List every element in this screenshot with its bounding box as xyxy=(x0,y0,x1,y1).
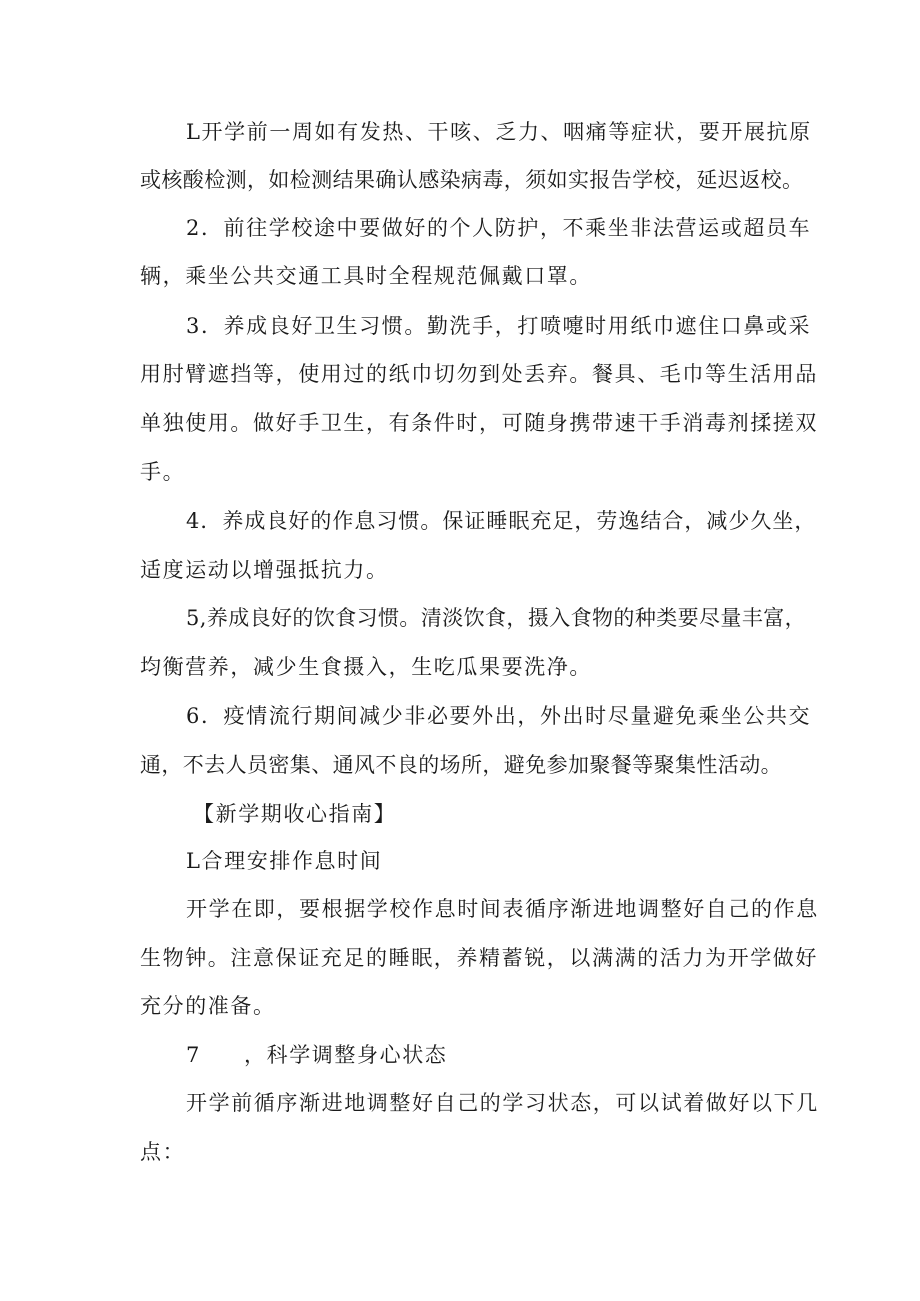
paragraph-5-line-2: 均衡营养，减少生食摄入，生吃瓜果要洗净。 xyxy=(140,655,592,679)
paragraph-9-text: ，科学调整身心状态 xyxy=(244,1043,448,1067)
paragraph-9-number: 7 xyxy=(186,1043,201,1067)
paragraph-5-line-1: 5,养成良好的饮食习惯。清淡饮食，摄入食物的种类要尽量丰富， xyxy=(186,606,807,630)
paragraph-7-line-1: L合理安排作息时间 xyxy=(186,849,383,873)
paragraph-4-line-2: 适度运动以增强抵抗力。 xyxy=(140,558,389,582)
paragraph-3-line-3: 单独使用。做好手卫生，有条件时，可随身携带速干手消毒剂揉搓双 xyxy=(140,411,818,435)
paragraph-8-line-1: 开学在即，要根据学校作息时间表循序渐进地调整好自己的作息 xyxy=(186,897,819,921)
paragraph-3-line-4: 手。 xyxy=(140,460,186,484)
paragraph-10-line-2: 点： xyxy=(140,1140,186,1164)
paragraph-6-line-2: 通，不去人员密集、通风不良的场所，避免参加聚餐等聚集性活动。 xyxy=(140,753,782,777)
paragraph-3-line-1: 3．养成良好卫生习惯。勤洗手，打喷嚏时用纸巾遮住口鼻或采 xyxy=(186,314,812,338)
paragraph-1-line-1: L开学前一周如有发热、干咳、乏力、咽痛等症状，要开展抗原 xyxy=(186,120,812,144)
paragraph-8-line-3: 充分的准备。 xyxy=(140,994,276,1018)
paragraph-4-line-1: 4．养成良好的作息习惯。保证睡眠充足，劳逸结合，减少久坐， xyxy=(186,509,817,533)
paragraph-2-line-2: 辆，乘坐公共交通工具时全程规范佩戴口罩。 xyxy=(140,264,592,288)
paragraph-1-line-2: 或核酸检测，如检测结果确认感染病毒，须如实报告学校，延迟返校。 xyxy=(140,168,804,192)
paragraph-6-line-1: 6．疫情流行期间减少非必要外出，外出时尽量避免乘坐公共交 xyxy=(186,704,812,728)
paragraph-10-line-1: 开学前循序渐进地调整好自己的学习状态，可以试着做好以下几 xyxy=(186,1091,819,1115)
paragraph-3-line-2: 用肘臂遮挡等，使用过的纸巾切勿到处丢弃。餐具、毛巾等生活用品 xyxy=(140,362,818,386)
paragraph-8-line-2: 生物钟。注意保证充足的睡眠，养精蓄锐，以满满的活力为开学做好 xyxy=(140,946,818,970)
section-heading: 【新学期收心指南】 xyxy=(193,802,397,826)
paragraph-2-line-1: 2．前往学校途中要做好的个人防护，不乘坐非法营运或超员车 xyxy=(186,216,812,240)
